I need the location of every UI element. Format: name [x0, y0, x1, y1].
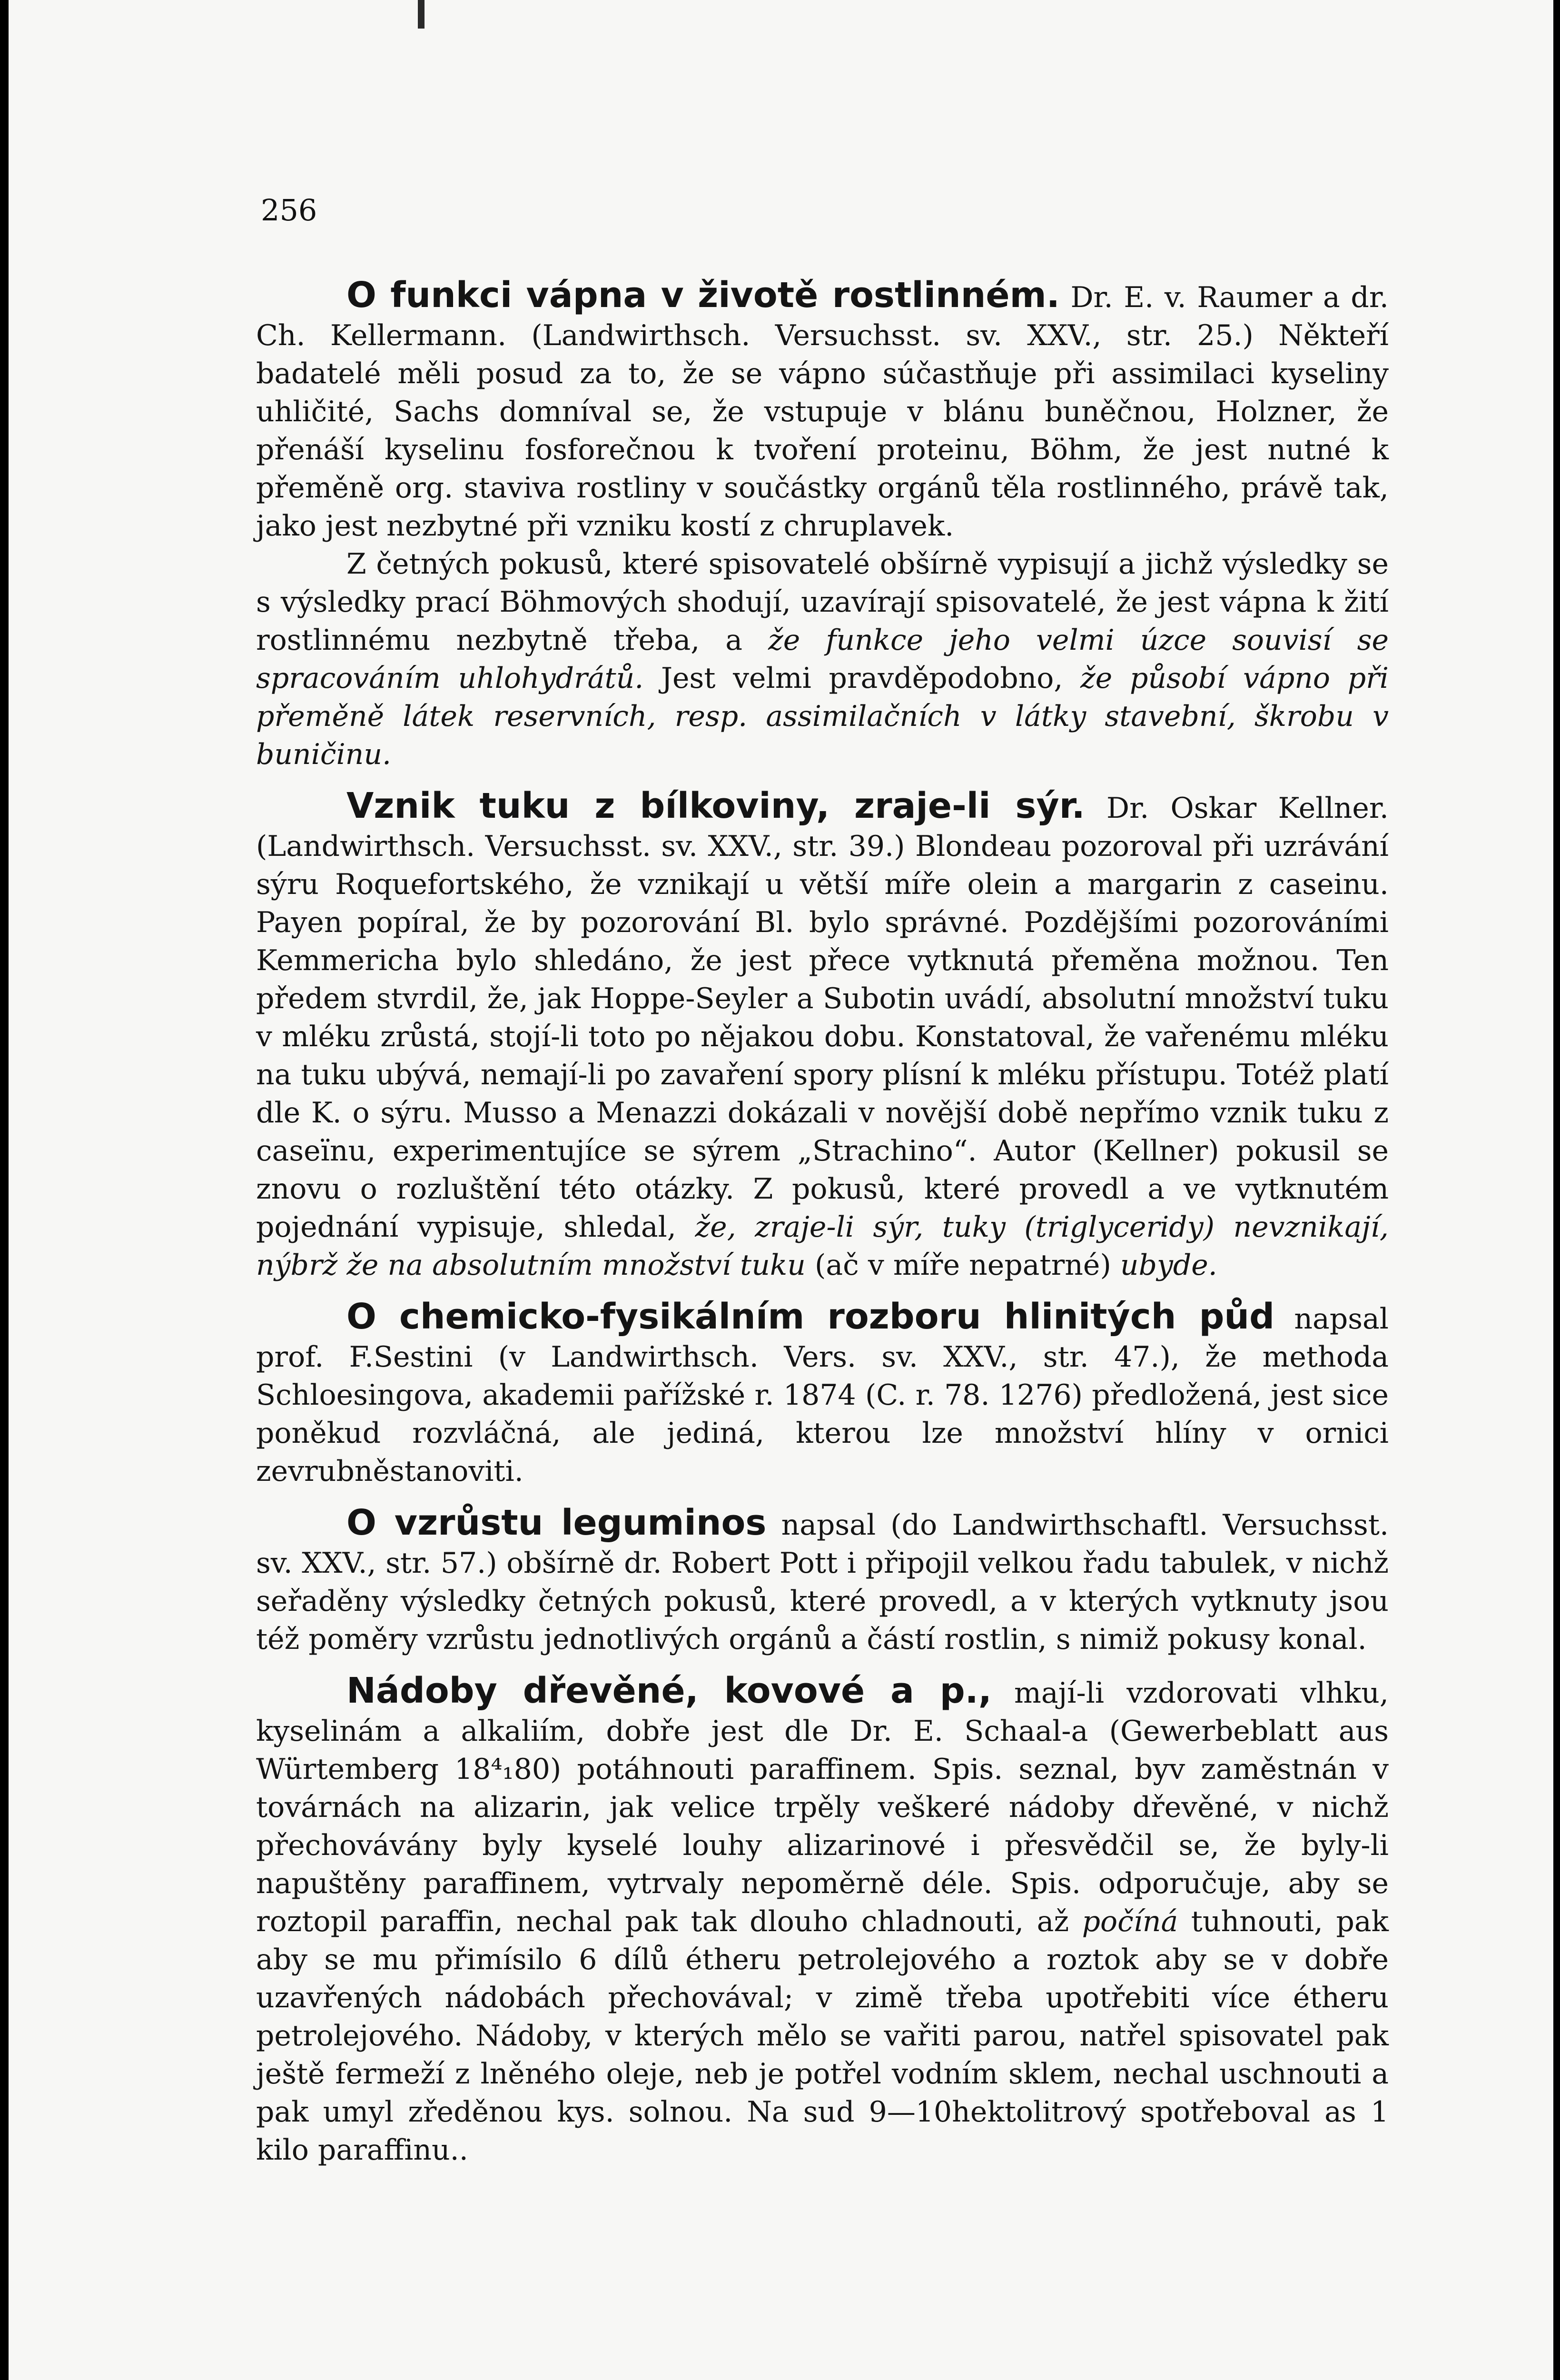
article-legumes-growth	[256, 1504, 1389, 1658]
article-paragraph	[256, 787, 1389, 1284]
article-text: Z četných pokusů, které spisovatelé obšírně vypisují a jichž výsledky se s výsledky prací Böhmových shodují, uzavírají spisovatelé, že jest vápna k žití rostlinnému nezbytně třeba, a	[256, 547, 1389, 657]
article-heading: Vznik tuku z bílkoviny, zraje-li sýr.	[346, 785, 1085, 826]
page-number: 256	[261, 193, 317, 228]
article-calcium-function	[256, 276, 1389, 774]
emphasis-text: ubyde.	[1120, 1249, 1217, 1282]
article-heading: O funkci vápna v životě rostlinném.	[346, 275, 1060, 316]
emphasis-text: počíná	[1082, 1905, 1178, 1938]
article-paragraph	[256, 545, 1389, 774]
article-heading: O vzrůstu leguminos	[346, 1502, 767, 1543]
emphasis-text: že funkce jeho velmi úzce souvisí se spracováním uhlohydrátů.	[256, 624, 1389, 695]
article-paragraph	[256, 1504, 1389, 1658]
article-soil-analysis	[256, 1298, 1389, 1490]
article-fat-formation	[256, 787, 1389, 1284]
article-text: (ač v míře nepatrné)	[805, 1249, 1120, 1282]
page	[9, 0, 1553, 2380]
article-vessels-paraffin	[256, 1672, 1389, 2169]
article-text: Dr. E. v. Raumer a dr. Ch. Kellermann. (Landwirthsch. Versuchsst. sv. XXV., str. 25.) Někteří badatelé měli posud za to, že se vápno súčastňuje při assimilaci kyseliny uhličité, Sachs domníval se, že vstupuje v blánu buněčnou, Holzner, že přenáší kyselinu fosforečnou k tvoření proteinu, Böhm, že jest nutné k přeměně org. staviva rostliny v součástky orgánů těla rostlinného, právě tak, jako jest nezbytné při vzniku kostí z chruplavek.	[256, 281, 1389, 543]
article-text: mají-li vzdorovati vlhku, kyselinám a alkaliím, dobře jest dle Dr. E. Schaal-a (Gewerbeblatt aus Würtemberg 18⁴₁80) potáhnouti paraffinem. Spis. seznal, byv zaměstnán v továrnách na alizarin, jak velice trpěly veškeré nádoby dřevěné, v nichž přechovávány byly kyselé louhy alizarinové i přesvědčil se, že byly-li napuštěny paraffinem, vytrvaly nepoměrně déle. Spis. odporučuje, aby se roztopil paraffin, nechal pak tak dlouho chladnouti, až	[256, 1676, 1389, 1938]
binding-mark	[418, 0, 425, 29]
page-body	[256, 276, 1389, 2169]
article-paragraph	[256, 1298, 1389, 1490]
article-text: tuhnouti, pak aby se mu přimísilo 6 dílů étheru petrolejového a roztok aby se v dobře uzavřených nádobách přechovával; v zimě třeba upotřebiti více étheru petrolejového. Nádoby, v kterých mělo se vařiti parou, natřel spisovatel pak ještě fermeží z lněného oleje, neb je potřel vodním sklem, nechal uschnouti a pak umyl zředěnou kys. solnou. Na sud 9—10hektolitrový spotřeboval as 1 kilo paraffinu..	[256, 1905, 1389, 2167]
article-paragraph	[256, 276, 1389, 545]
emphasis-text: že, zraje-li sýr, tuky (triglyceridy) nevznikají, nýbrž že na absolutním množství tuku	[256, 1210, 1389, 1282]
article-heading: O chemicko-fysikálním rozboru hlinitých půd	[346, 1296, 1275, 1337]
article-text: napsal prof. F.Sestini (v Landwirthsch. Vers. sv. XXV., str. 47.), že methoda Schloesingova, akademii pařížské r. 1874 (C. r. 78. 1276) předložená, jest sice poněkud rozvláčná, ale jediná, kterou lze množství hlíny v ornici zevrubněstanoviti.	[256, 1302, 1389, 1488]
article-text: Dr. Oskar Kellner. (Landwirthsch. Versuchsst. sv. XXV., str. 39.) Blondeau pozoroval při uzrávání sýru Roquefortského, že vznikají u větší míře olein a margarin z caseinu. Payen popíral, že by pozorování Bl. bylo správné. Pozdějšími pozorováními Kemmericha bylo shledáno, že jest přece vytknutá přeměna možnou. Ten předem stvrdil, že, jak Hoppe-Seyler a Subotin uvádí, absolutní množství tuku v mléku zrůstá, stojí-li toto po nějakou dobu. Konstatoval, že vařenému mléku na tuku ubývá, nemají-li po zavaření spory plísní k mléku přístupu. Totéž platí dle K. o sýru. Musso a Menazzi dokázali v novější době nepřímo vznik tuku z caseïnu, experimentujíce se sýrem „Strachino“. Autor (Kellner) pokusil se znovu o rozluštění této otázky. Z pokusů, které provedl a ve vytknutém pojednání vypisuje, shledal,	[256, 792, 1389, 1244]
article-paragraph	[256, 1672, 1389, 2169]
emphasis-text: že působí vápno při přeměně látek reservních, resp. assimilačních v látky stavební, škrobu v buničinu.	[256, 662, 1389, 771]
article-heading: Nádoby dřevěné, kovové a p.,	[346, 1670, 992, 1711]
article-text: Jest velmi pravděpodobno,	[643, 662, 1081, 695]
article-text: napsal (do Landwirthschaftl. Versuchsst. sv. XXV., str. 57.) obšírně dr. Robert Pott i připojil velkou řadu tabulek, v nichž seřaděny výsledky četných pokusů, které provedl, a v kterých vytknuty jsou též poměry vzrůstu jednotlivých orgánů a částí rostlin, s nimiž pokusy konal.	[256, 1508, 1389, 1656]
